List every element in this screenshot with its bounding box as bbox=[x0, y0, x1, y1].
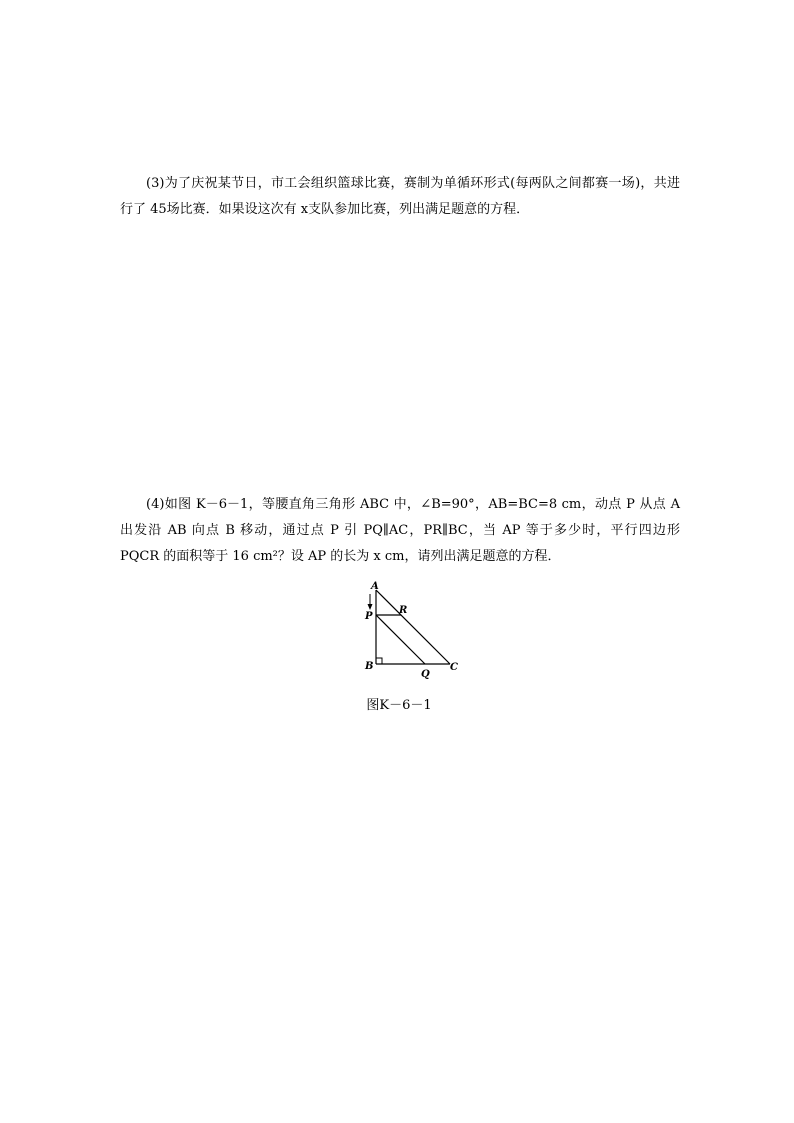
label-c: C bbox=[450, 662, 458, 673]
triangle-diagram bbox=[354, 578, 474, 683]
problem-4 bbox=[120, 492, 680, 570]
problem-3-text: (3)为了庆祝某节日，市工会组织篮球比赛，赛制为单循环形式(每两队之间都赛一场)，共进行了 45场比赛．如果设这次有 x支队参加比赛，列出满足题意的方程． bbox=[120, 176, 680, 217]
label-q: Q bbox=[421, 669, 430, 680]
problem-4-text: (4)如图 K－6－1，等腰直角三角形 ABC 中，∠B=90°，AB=BC=8 cm，动点 P 从点 A 出发沿 AB 向点 B 移动，通过点 P 引 PQ∥AC，PR∥BC，当 AP 等于多少时，平行四边形 PQCR 的面积等于 16 cm²？设 AP 的长为 x cm，请列出满足题意的方程． bbox=[120, 497, 680, 564]
label-b: B bbox=[365, 661, 374, 672]
label-p: P bbox=[365, 611, 373, 622]
label-r: R bbox=[399, 605, 408, 616]
problem-3 bbox=[120, 171, 680, 223]
segment-pq bbox=[376, 615, 425, 664]
side-ac bbox=[376, 590, 450, 664]
direction-arrow-head bbox=[368, 604, 373, 610]
label-a: A bbox=[371, 581, 379, 592]
triangle-figure bbox=[354, 578, 474, 683]
right-angle-marker bbox=[376, 658, 382, 664]
figure-caption: 图K－6－1 bbox=[366, 698, 432, 713]
